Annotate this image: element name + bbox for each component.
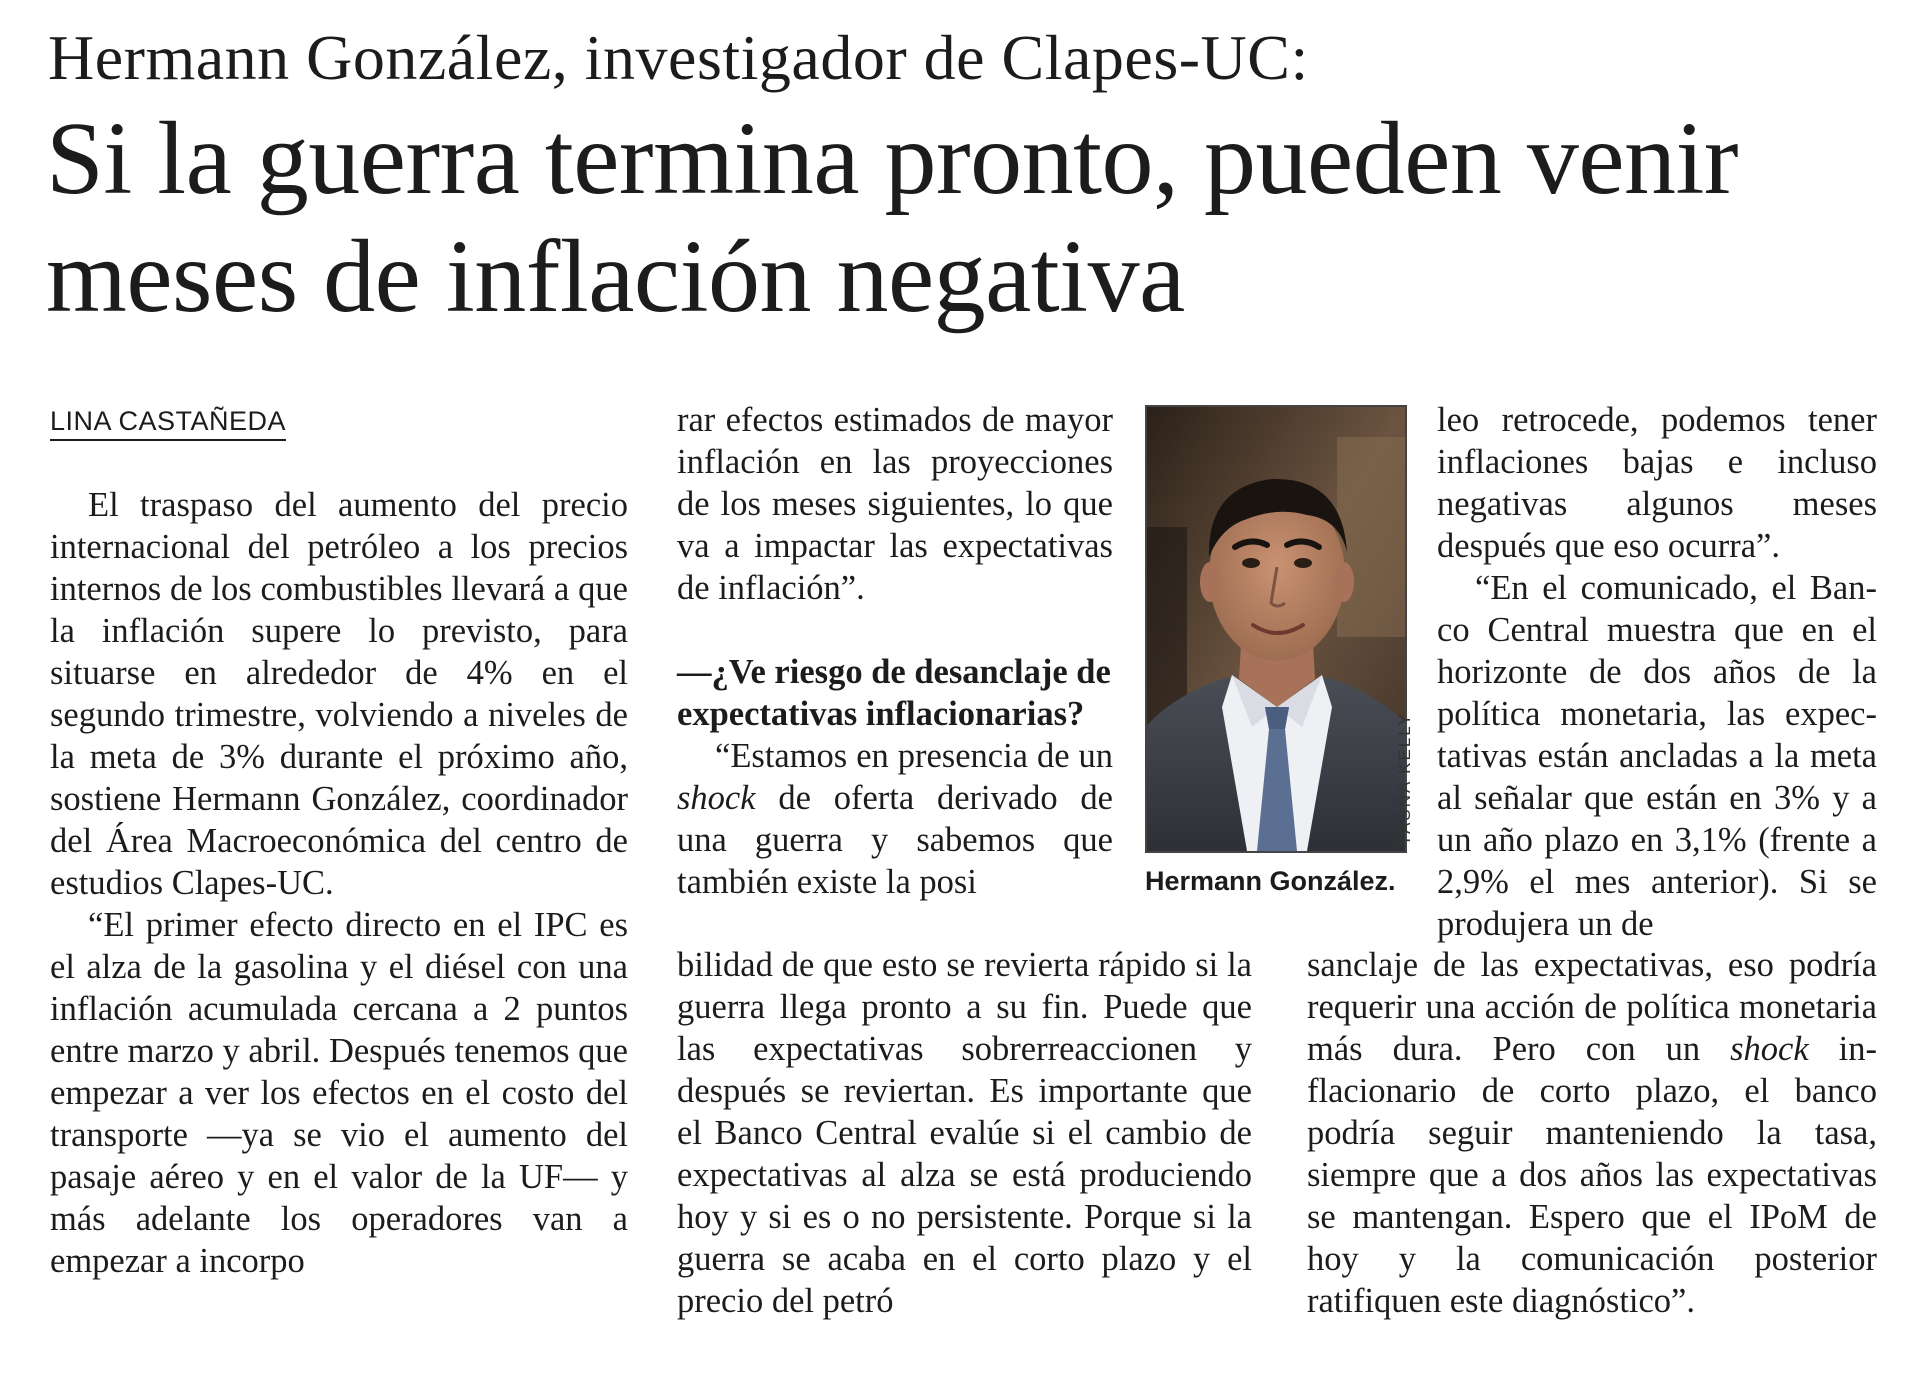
portrait-illustration bbox=[1147, 407, 1405, 851]
article-column-3-continued bbox=[1307, 944, 1877, 1322]
paragraph bbox=[677, 735, 1113, 903]
article-column-3 bbox=[1437, 399, 1877, 945]
text-run: inflacionario de corto plazo, el banco podría seguir manteniendo la tasa, siempre que a dos años las expectativas se mantengan. Espero que el IPoM de hoy y la comunicación posterior ratifiquen este diagnóstico”. bbox=[1307, 1030, 1877, 1320]
article-column-1 bbox=[50, 484, 628, 1282]
paragraph bbox=[1307, 944, 1877, 1322]
text-run: de oferta derivado de una guerra y sabemos que también existe la posi bbox=[677, 779, 1113, 901]
paragraph: “En el comunicado, el Banco Central muestra que en el horizonte de dos años de la política monetaria, las expectativas están ancladas a la meta al señalar que están en 3% y a un año plazo en 3,1% (frente a 2,9% el mes anterior). Si se produjera un de bbox=[1437, 569, 1877, 943]
italic-term: shock bbox=[1730, 1030, 1809, 1068]
photo-caption: Hermann González. bbox=[1145, 866, 1396, 896]
article-headline: Si la guerra termina pronto, pueden venir meses de inflación negativa bbox=[46, 101, 1739, 334]
photo-credit: YASNA KELLY bbox=[1395, 712, 1414, 846]
text-run: “Estamos en presencia de un bbox=[715, 737, 1113, 775]
article-byline: LINA CASTAÑEDA bbox=[50, 404, 286, 441]
article-column-2-continued bbox=[677, 944, 1252, 1322]
article-column-2 bbox=[677, 399, 1113, 903]
article-kicker: Hermann González, investigador de Clapes-UC: bbox=[48, 22, 1309, 93]
paragraph: bilidad de que esto se revierta rápido si la guerra llega pronto a su fin. Puede que las expectativas sobrerreaccionen y después se reviertan. Es importante que el Banco Central evalúe si el cambio de expectativas al alza se está produciendo hoy y si es o no persistente. Porque si la guerra se acaba en el corto plazo y el precio del petró bbox=[677, 946, 1252, 1320]
paragraph: El traspaso del aumento del precio internacional del petróleo a los precios internos de los combustibles llevará a que la inflación supere lo previsto, para situarse en alrededor de 4% en el segundo trimestre, volviendo a niveles de la meta de 3% durante el próximo año, sostiene Hermann González, coordinador del Área Macroeconómica del centro de estudios Clapes-UC. bbox=[50, 486, 628, 902]
paragraph: “El primer efecto directo en el IPC es el alza de la gasolina y el diésel con una inflación acumulada cercana a 2 puntos entre marzo y abril. Después tenemos que empezar a ver los efectos en el costo del transporte —ya se vio el aumento del pasaje aéreo y en el valor de la UF— y más adelante los operadores van a empezar a incorpo bbox=[50, 906, 628, 1280]
portrait-photo bbox=[1145, 405, 1407, 853]
paragraph: rar efectos estimados de mayor inflación en las proyecciones de los meses siguientes, lo que va a impactar las expectativas de inflación”. bbox=[677, 401, 1113, 607]
italic-term: shock bbox=[677, 779, 756, 817]
paragraph: leo retrocede, podemos tener inflaciones bajas e incluso negativas algunos meses después que eso ocurra”. bbox=[1437, 401, 1877, 565]
text-run: sanclaje de las expectativas, eso podría requerir una acción de política monetaria más dura. Pero con un bbox=[1307, 946, 1877, 1068]
interview-question: —¿Ve riesgo de desanclaje de expectativas inflacionarias? bbox=[677, 653, 1111, 733]
